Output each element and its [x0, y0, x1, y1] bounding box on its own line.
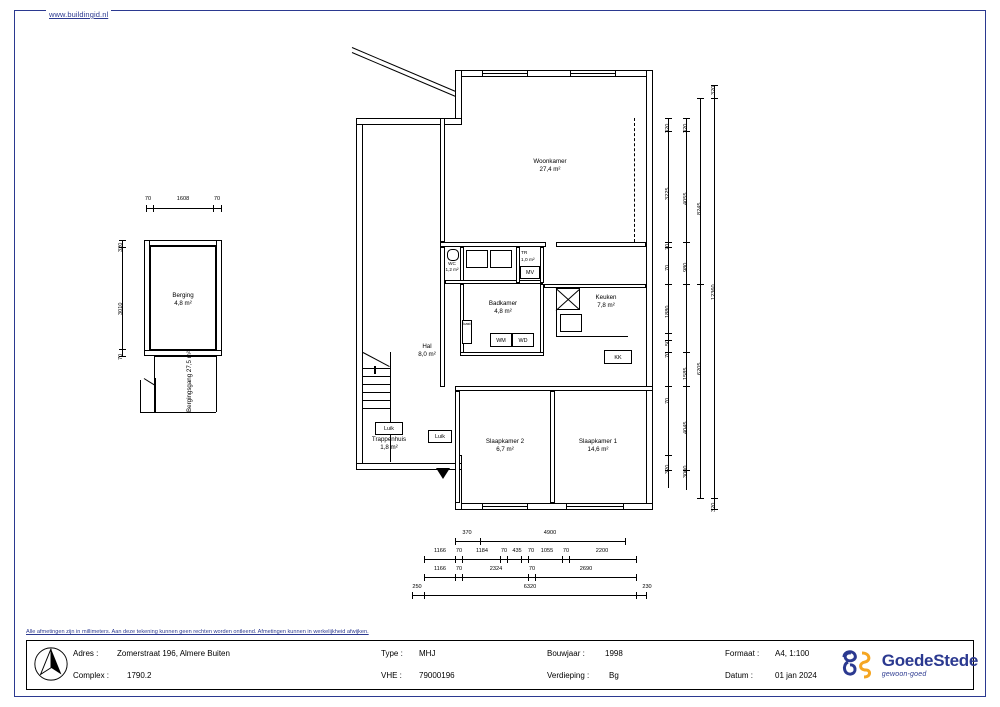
tick	[424, 574, 425, 581]
window-livingroom-2-line	[570, 73, 616, 74]
dim-berging-top-0: 70	[144, 196, 152, 202]
formaat-label: Formaat :	[725, 649, 760, 658]
dim-b3-2: 2324	[489, 566, 503, 572]
wall-bedroom2-left	[455, 391, 460, 503]
stair-step	[363, 400, 390, 401]
tick	[535, 574, 536, 581]
entrance-marker	[436, 468, 450, 479]
tick	[424, 556, 425, 563]
tick	[221, 205, 222, 212]
logo-name: GoedeStede	[881, 651, 978, 670]
complex-label: Complex :	[73, 671, 110, 680]
tick	[683, 284, 690, 285]
keuken-counter-left-edge	[556, 288, 557, 336]
dim-r1-1: 3225	[665, 187, 671, 200]
wall-right-main	[646, 70, 653, 510]
tick	[711, 98, 718, 99]
room-label-badkamer: Badkamer 4,8 m²	[488, 300, 518, 315]
tick	[683, 386, 690, 387]
dim-r1-2: 70	[665, 243, 671, 250]
fixture-wm: WM	[490, 333, 512, 347]
dimline-right-3	[700, 98, 701, 498]
tick	[711, 498, 718, 499]
tick	[683, 242, 690, 243]
tick	[665, 284, 672, 285]
dashed-line-right	[634, 118, 636, 242]
wall-hal-left-upper	[440, 118, 445, 242]
tick	[528, 556, 529, 563]
tick	[562, 556, 563, 563]
fixture-mv: MV	[520, 266, 540, 279]
dim-berging-left-2: 70	[118, 353, 124, 360]
tick	[697, 98, 704, 99]
dim-b4-0: 250	[412, 584, 422, 590]
bergingsgang-door-jamb	[154, 378, 156, 412]
dim-b2-5: 70	[527, 548, 535, 554]
tick	[646, 592, 647, 599]
stair-step	[363, 368, 390, 369]
dim-r2-0: 320	[683, 123, 689, 133]
source-url-link[interactable]: www.buildingid.nl	[46, 10, 111, 19]
tick	[213, 205, 214, 212]
tick	[528, 574, 529, 581]
dim-r1-7: 70	[665, 397, 671, 404]
wall-left-upper	[455, 70, 462, 120]
dim-r1-0: 320	[665, 123, 671, 133]
dim-r2-1: 4055	[683, 192, 689, 205]
goedestede-mark-icon	[838, 648, 876, 682]
tick	[455, 538, 456, 545]
room-label-slaapkamer2: Slaapkamer 2 6,7 m²	[485, 438, 525, 453]
dim-b2-6: 1055	[540, 548, 554, 554]
room-label-trappenhuis: Trappenhuis 1,8 m²	[371, 436, 407, 451]
bergingsgang-entry-left	[140, 380, 141, 412]
tick	[462, 574, 463, 581]
dim-r2-2: 980	[683, 262, 689, 272]
dim-r5-1: 320	[711, 502, 717, 512]
room-label-wc: WC 1,2 m²	[445, 261, 459, 272]
wall-living-bottom-right	[556, 242, 646, 247]
room-label-bergingsgang: Bergingsgang 27,5 m²	[186, 351, 193, 412]
room-label-keuken: Keuken 7,8 m²	[595, 294, 617, 309]
tick	[665, 118, 672, 119]
tick	[146, 205, 147, 212]
fixture-kast: kast	[462, 320, 472, 344]
dim-b1-0: 370	[462, 530, 472, 536]
window-bedroom2-line	[482, 506, 528, 507]
tick	[697, 498, 704, 499]
dim-r1-5: 50	[665, 339, 671, 346]
dim-r1-3: 70	[665, 264, 671, 271]
dimline-right-2	[686, 118, 687, 490]
tick	[683, 118, 690, 119]
address-value: Zomerstraat 196, Almere Buiten	[117, 649, 230, 658]
tick	[424, 592, 425, 599]
wc-toilet	[447, 249, 459, 261]
tick	[665, 455, 672, 456]
bouwjaar-value: 1998	[605, 649, 623, 658]
wall-between-bedrooms	[550, 391, 555, 503]
tick	[636, 574, 637, 581]
verdieping-label: Verdieping :	[547, 671, 590, 680]
fixture-wd: WD	[512, 333, 534, 347]
window-livingroom-1-line	[482, 73, 528, 74]
dim-r1-6: 70	[665, 351, 671, 358]
type-value: MHJ	[419, 649, 436, 658]
room-label-hal: Hal 8,0 m²	[418, 343, 436, 358]
dimline-bottom-4	[412, 595, 646, 596]
wall-left-main	[356, 118, 363, 470]
logo-tagline: gewoon-goed	[881, 671, 927, 678]
tick	[500, 556, 501, 563]
tick	[569, 556, 570, 563]
room-label-woonkamer: Woonkamer 27,4 m²	[533, 158, 567, 173]
dim-r2-5: 3000	[683, 465, 689, 478]
room-label-slaapkamer1: Slaapkamer 1 14,6 m²	[578, 438, 618, 453]
dimline-right-1	[668, 118, 669, 488]
dim-b1-1: 4900	[543, 530, 557, 536]
berging-dim-line-top	[146, 208, 222, 209]
dim-berging-left-0: 320	[118, 242, 124, 252]
stair-step	[363, 392, 390, 393]
tick	[665, 386, 672, 387]
type-label: Type :	[381, 649, 403, 658]
disclaimer-text: Alle afmetingen zijn in millimeters. Aan deze tekening kunnen geen rechten worden ontleend. Afmetingen kunnen in werkelijkheid afwijken.	[26, 629, 369, 635]
stair-arrow	[374, 366, 376, 374]
berging-wall-right	[216, 240, 222, 356]
title-block	[26, 640, 974, 690]
complex-value: 1790.2	[127, 671, 152, 680]
tick	[462, 556, 463, 563]
dim-b2-7: 70	[562, 548, 570, 554]
room-label-berging: Berging 4,8 m²	[172, 292, 194, 307]
vhe-value: 79000196	[419, 671, 455, 680]
dim-r4-0: 12360	[711, 284, 717, 300]
bergingsgang-line-bottom	[140, 412, 216, 413]
dim-r1-8: 320	[665, 464, 671, 474]
wc-basin	[466, 250, 488, 268]
tick	[521, 556, 522, 563]
stair-step	[363, 408, 390, 409]
tick	[507, 556, 508, 563]
keuken-sink	[560, 314, 582, 332]
tick	[153, 205, 154, 212]
dim-b2-0: 1166	[433, 548, 447, 554]
berging-dim-line-left	[122, 240, 123, 356]
dim-b3-0: 1166	[433, 566, 447, 572]
dim-b2-3: 70	[500, 548, 508, 554]
dim-b3-4: 2690	[579, 566, 593, 572]
wall-badkamer-right	[540, 284, 544, 356]
tick	[412, 592, 413, 599]
dim-b2-1: 70	[455, 548, 463, 554]
tick	[665, 333, 672, 334]
room-label-tr: TR 1,0 m²	[521, 251, 535, 263]
tick	[636, 592, 637, 599]
dim-b3-3: 70	[528, 566, 536, 572]
dim-berging-left-1: 3010	[118, 302, 124, 315]
keuken-kk-box: KK	[604, 350, 632, 364]
dim-b2-8: 2200	[595, 548, 609, 554]
keuken-counter-edge	[556, 336, 628, 337]
compass-icon	[32, 645, 70, 683]
address-label: Adres :	[73, 649, 99, 658]
dim-r3-0: 8245	[697, 202, 703, 215]
tick	[119, 349, 126, 350]
dim-b2-4: 435	[512, 548, 522, 554]
luik-box-1: Luik	[375, 422, 403, 435]
vhe-label: VHE :	[381, 671, 402, 680]
datum-label: Datum :	[725, 671, 754, 680]
tick	[697, 284, 704, 285]
dim-berging-top-2: 70	[213, 196, 221, 202]
luik-box-2: Luik	[428, 430, 452, 443]
window-bedroom1-line	[566, 506, 624, 507]
wc-basin-2	[490, 250, 512, 268]
wall-top-stairwell	[356, 118, 462, 125]
tick	[455, 556, 456, 563]
formaat-value: A4, 1:100	[775, 649, 810, 658]
dim-b3-1: 70	[455, 566, 463, 572]
datum-value: 01 jan 2024	[775, 671, 817, 680]
bouwjaar-label: Bouwjaar :	[547, 649, 585, 658]
bergingsgang-line-top	[154, 356, 216, 357]
tick	[683, 352, 690, 353]
tick	[455, 574, 456, 581]
stair-step	[363, 376, 390, 377]
bergingsgang-line-right	[216, 356, 217, 412]
dim-b2-2: 1184	[475, 548, 489, 554]
dim-r2-3: 1585	[683, 367, 689, 380]
dim-b4-1: 6320	[523, 584, 537, 590]
dim-b4-2: 230	[642, 584, 652, 590]
tick	[625, 538, 626, 545]
dim-berging-top-1: 1608	[176, 196, 190, 202]
tick	[119, 240, 126, 241]
stair-step	[363, 384, 390, 385]
tick	[480, 538, 481, 545]
dim-r2-4: 4045	[683, 421, 689, 434]
dim-r3-1: 6205	[697, 362, 703, 375]
wall-badkamer-bottom	[460, 352, 544, 356]
company-logo	[838, 645, 978, 685]
tick	[636, 556, 637, 563]
dim-r5-0: 320	[711, 85, 717, 95]
verdieping-value: Bg	[609, 671, 619, 680]
dim-r1-4: 1880	[665, 305, 671, 318]
